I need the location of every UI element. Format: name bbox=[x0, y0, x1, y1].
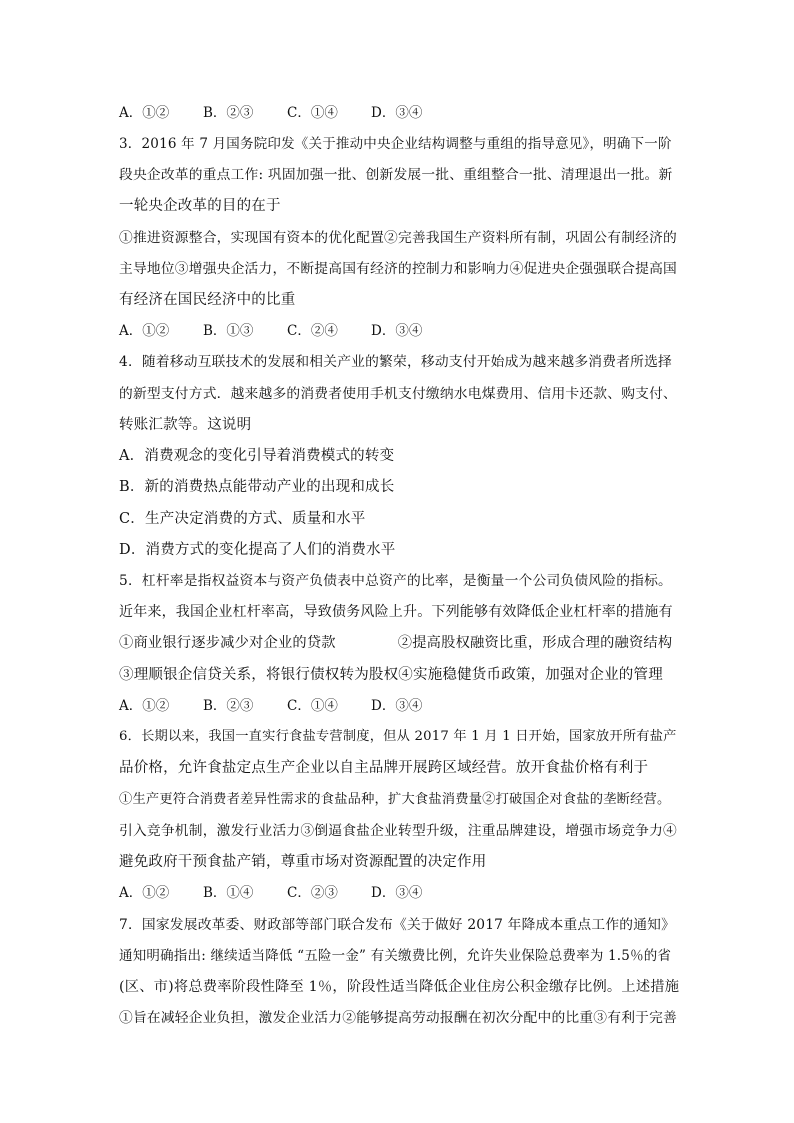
option-c: C．①④ bbox=[287, 105, 338, 121]
q4-option-b: B．新的消费热点能带动产业的出现和成长 bbox=[119, 479, 395, 495]
option-b: B．①③ bbox=[203, 323, 254, 339]
option-c: C．②④ bbox=[287, 323, 338, 339]
option-b: B．②③ bbox=[203, 698, 254, 714]
q6-line-1: 6．长期以来，我国一直实行食盐专营制度，但从 2017 年 1 月 1 日开始，国家放开所有盐产 bbox=[119, 729, 677, 744]
q3-line-4: ①推进资源整合，实现国有资本的优化配置②完善我国生产资料所有制，巩固公有制经济的 bbox=[119, 230, 678, 246]
q4-option-a: A．消费观念的变化引导着消费模式的转变 bbox=[119, 448, 395, 464]
option-d: D．③④ bbox=[371, 323, 423, 339]
q5-line-4: ③理顺银企信贷关系，将银行债权转为股权④实施稳健货币政策，加强对企业的管理 bbox=[119, 667, 663, 683]
q3-line-2: 段央企改革的重点工作: 巩固加强一批、创新发展一批、重组整合一批、清理退出一批。新 bbox=[119, 167, 673, 183]
options-row-prev bbox=[119, 103, 422, 123]
q5-line-2: 近年来，我国企业杠杆率高，导致债务风险上升。下列能够有效降低企业杠杆率的措施有 bbox=[119, 604, 673, 620]
q4-line-3: 转账汇款等。这说明 bbox=[119, 417, 252, 433]
q6-line-4: 引入竞争机制，激发行业活力③倒逼食盐企业转型升级，注重品牌建设，增强市场竞争力④ bbox=[119, 823, 678, 839]
q6-line-3: ①生产更符合消费者差异性需求的食盐品种，扩大食盐消费量②打破国企对食盐的垄断经营。 bbox=[119, 792, 671, 807]
q7-line-4: ①旨在减轻企业负担，激发企业活力②能够提高劳动报酬在初次分配中的比重③有利于完善 bbox=[119, 1010, 678, 1026]
option-d: D．③④ bbox=[371, 698, 423, 714]
option-c: C．②③ bbox=[287, 885, 338, 901]
option-d: D．③④ bbox=[371, 105, 423, 121]
q7-line-3: (区、市)将总费率阶段性降至 1％，阶段性适当降低企业住房公积金缴存比例。上述措施 bbox=[119, 979, 680, 995]
option-a: A．①② bbox=[119, 698, 170, 714]
q5-item-2: ②提高股权融资比重，形成合理的融资结构 bbox=[397, 635, 673, 651]
q7-line-1: 7．国家发展改革委、财政部等部门联合发布《关于做好 2017 年降成本重点工作的通知》 bbox=[119, 917, 676, 933]
q4-option-d: D．消费方式的变化提高了人们的消费水平 bbox=[119, 542, 396, 558]
option-a: A．①② bbox=[119, 323, 170, 339]
q6-options-row bbox=[119, 883, 422, 903]
q5-line-1: 5．杠杆率是指权益资本与资产负债表中总资产的比率，是衡量一个公司负债风险的指标。 bbox=[119, 573, 673, 589]
q5-item-1: ①商业银行逐步减少对企业的贷款 bbox=[119, 635, 336, 651]
option-b: B．①④ bbox=[203, 885, 254, 901]
option-b: B．②③ bbox=[203, 105, 254, 121]
option-a: A．①② bbox=[119, 885, 170, 901]
q7-line-2: 通知明确指出: 继续适当降低 “五险一金” 有关缴费比例，允许失业保险总费率为 1.5％的省 bbox=[119, 948, 672, 964]
option-d: D．③④ bbox=[371, 885, 423, 901]
q3-line-5: 主导地位③增强央企活力，不断提高国有经济的控制力和影响力④促进央企强强联合提高国 bbox=[119, 261, 678, 277]
q4-line-2: 的新型支付方式．越来越多的消费者使用手机支付缴纳水电煤费用、信用卡还款、购支付、 bbox=[119, 386, 678, 402]
option-c: C．①④ bbox=[287, 698, 338, 714]
q4-option-c: C．生产决定消费的方式、质量和水平 bbox=[119, 511, 366, 527]
q3-line-3: 一轮央企改革的目的在于 bbox=[119, 198, 281, 214]
q6-line-2: 品价格，允许食盐定点生产企业以自主品牌开展跨区域经营。放开食盐价格有利于 bbox=[119, 760, 649, 776]
q5-line-3 bbox=[119, 633, 679, 653]
q3-line-6: 有经济在国民经济中的比重 bbox=[119, 292, 296, 308]
q3-line-1: 3．2016 年 7 月国务院印发《关于推动中央企业结构调整与重组的指导意见》，明确下一阶 bbox=[119, 136, 672, 152]
q5-options-row bbox=[119, 696, 422, 716]
q4-line-1: 4．随着移动互联技术的发展和相关产业的繁荣，移动支付开始成为越来越多消费者所选择 bbox=[119, 354, 673, 370]
q6-line-5: 避免政府干预食盐产销，尊重市场对资源配置的决定作用 bbox=[119, 854, 487, 870]
q3-options-row bbox=[119, 321, 422, 341]
option-a: A．①② bbox=[119, 105, 170, 121]
